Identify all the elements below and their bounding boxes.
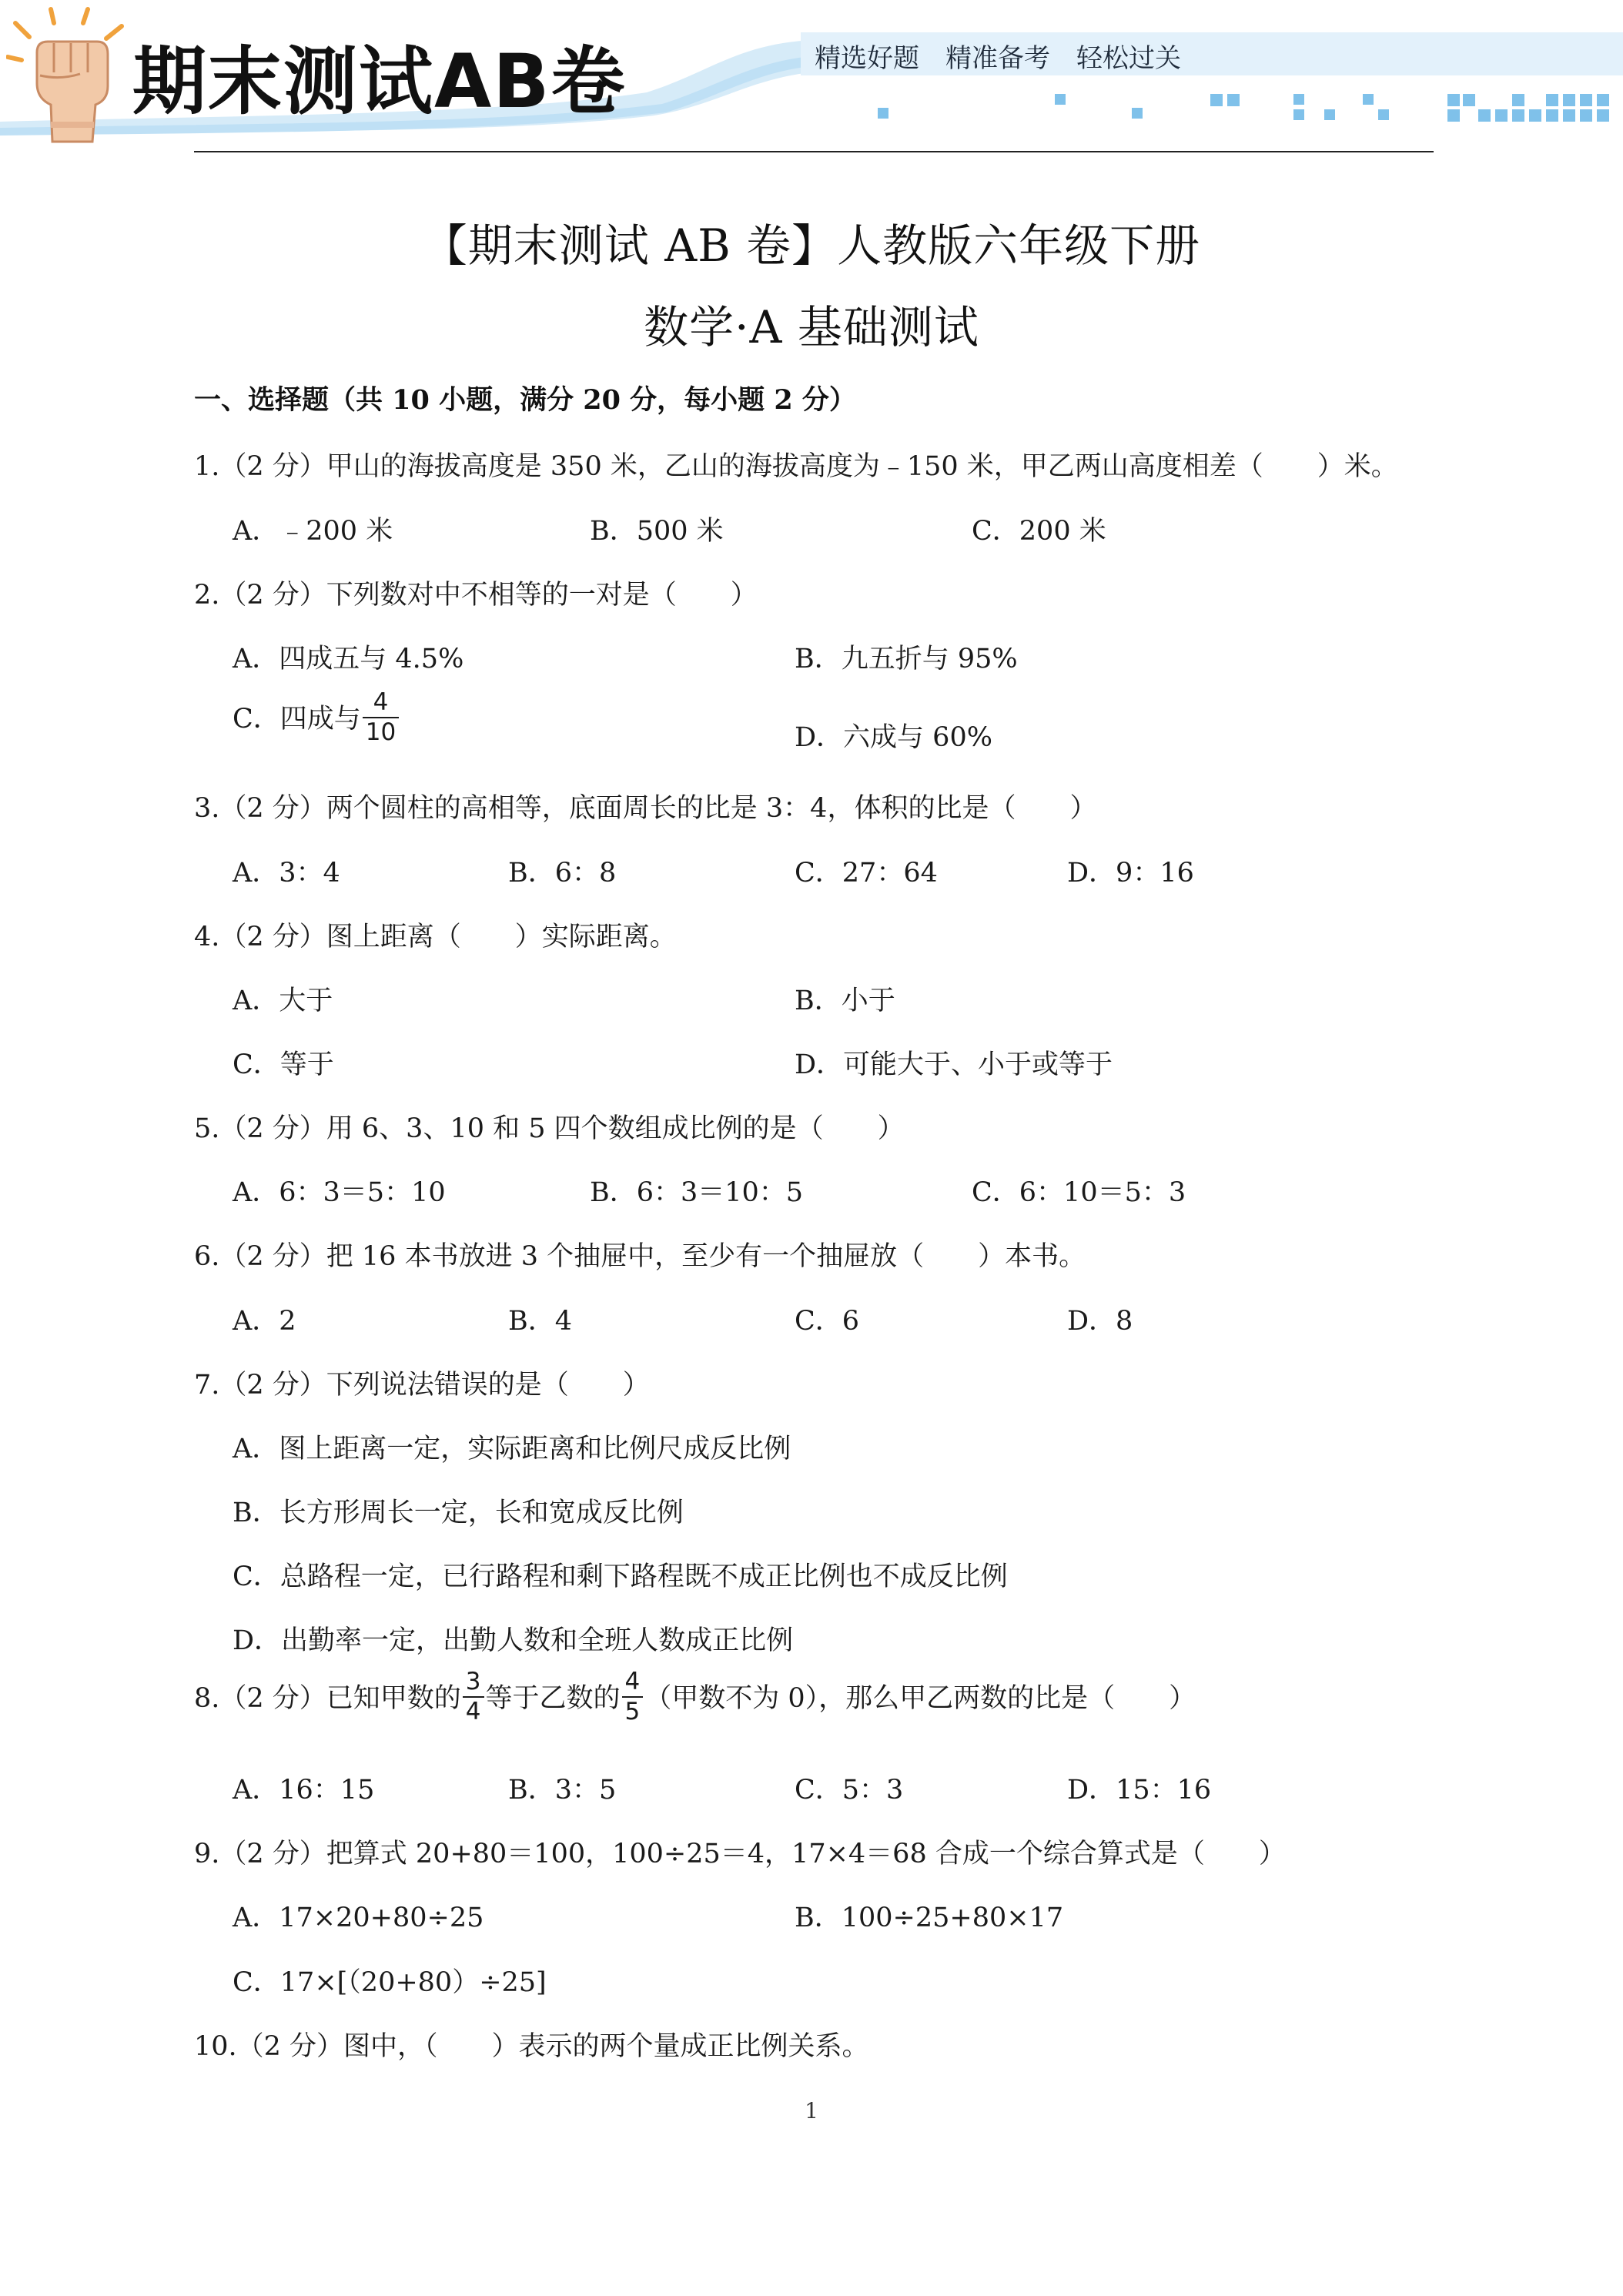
fraction-denominator: 10	[363, 717, 399, 745]
question-1: 1.（2 分）甲山的海拔高度是 350 米，乙山的海拔高度为﹣150 米，甲乙两山高度相差（ ）米。	[194, 451, 1398, 482]
header-banner	[0, 0, 1623, 146]
question-3: 3.（2 分）两个圆柱的高相等，底面周长的比是 3：4，体积的比是（ ）	[194, 793, 1097, 824]
fraction-numerator: 3	[465, 1668, 481, 1695]
q8-option-a[interactable]: A．16：15	[233, 1775, 375, 1806]
q2-option-c[interactable]	[233, 688, 400, 748]
q6-option-a[interactable]: A．2	[233, 1306, 296, 1337]
q4-option-d[interactable]: D．可能大于、小于或等于	[795, 1049, 1113, 1080]
q9-option-c[interactable]: C．17×[（20+80）÷25]	[233, 1967, 547, 1998]
q7-option-d[interactable]: D．出勤率一定，出勤人数和全班人数成正比例	[233, 1625, 794, 1656]
q6-option-d[interactable]: D．8	[1067, 1306, 1133, 1337]
q7-option-c[interactable]: C．总路程一定，已行路程和剩下路程既不成正比例也不成反比例	[233, 1561, 1008, 1592]
q3-option-a[interactable]: A．3：4	[233, 858, 340, 889]
banner-title: 期末测试AB卷	[132, 38, 627, 125]
q6-option-c[interactable]: C．6	[795, 1306, 860, 1337]
q1-option-a[interactable]: A．﹣200 米	[233, 516, 393, 547]
q9-option-b[interactable]: B．100÷25+80×17	[795, 1903, 1064, 1933]
question-10: 10.（2 分）图中，（ ）表示的两个量成正比例关系。	[194, 2031, 869, 2062]
q8-stem-part-1: 8.（2 分）已知甲数的	[194, 1683, 461, 1715]
q1-option-b[interactable]: B．500 米	[590, 516, 724, 547]
q4-option-b[interactable]: B．小于	[795, 986, 895, 1016]
section-heading: 一、选择题（共 10 小题，满分 20 分，每小题 2 分）	[194, 384, 856, 416]
q7-option-b[interactable]: B．长方形周长一定，长和宽成反比例	[233, 1498, 684, 1528]
fraction-denominator: 4	[463, 1696, 484, 1725]
q2-option-d[interactable]: D．六成与 60%	[795, 722, 992, 753]
question-5: 5.（2 分）用 6、3、10 和 5 四个数组成比例的是（ ）	[194, 1113, 905, 1144]
q4-option-a[interactable]: A．大于	[233, 986, 333, 1016]
q4-option-c[interactable]: C．等于	[233, 1049, 334, 1080]
question-8	[194, 1668, 1196, 1727]
question-2: 2.（2 分）下列数对中不相等的一对是（ ）	[194, 580, 758, 611]
banner-slogans	[815, 37, 1207, 75]
q5-option-b[interactable]: B．6：3＝10：5	[590, 1177, 804, 1208]
q2-option-a[interactable]: A．四成五与 4.5%	[233, 644, 464, 674]
document-title: 【期末测试 AB 卷】人教版六年级下册	[422, 219, 1201, 272]
q5-option-a[interactable]: A．6：3＝5：10	[233, 1177, 446, 1208]
question-9: 9.（2 分）把算式 20+80＝100，100÷25＝4，17×4＝68 合成一个综合算式是（ ）	[194, 1839, 1286, 1869]
q3-option-b[interactable]: B．6：8	[508, 858, 617, 889]
fraction	[463, 1669, 484, 1724]
fraction-numerator: 4	[373, 688, 389, 716]
fraction	[622, 1669, 644, 1724]
page-number: 1	[805, 2098, 818, 2124]
raised-fist-icon	[6, 6, 137, 145]
slogan-1: 精选好题	[815, 43, 919, 74]
q3-option-d[interactable]: D．9：16	[1067, 858, 1194, 889]
q9-option-a[interactable]: A．17×20+80÷25	[233, 1903, 484, 1933]
header-divider	[194, 151, 1434, 152]
document-subtitle: 数学·A 基础测试	[644, 301, 979, 353]
q3-option-c[interactable]: C．27：64	[795, 858, 938, 889]
q8-stem-part-3: （甲数不为 0），那么甲乙两数的比是（ ）	[644, 1683, 1196, 1715]
fraction-denominator: 5	[622, 1696, 644, 1725]
q8-stem-part-2: 等于乙数的	[485, 1683, 621, 1715]
slogan-3: 轻松过关	[1076, 43, 1181, 74]
q2-option-c-text: C．四成与	[233, 704, 361, 735]
q6-option-b[interactable]: B．4	[508, 1306, 572, 1337]
fraction	[363, 690, 399, 745]
question-6: 6.（2 分）把 16 本书放进 3 个抽屉中，至少有一个抽屉放（ ）本书。	[194, 1241, 1086, 1272]
q2-option-b[interactable]: B．九五折与 95%	[795, 644, 1018, 674]
q1-option-c[interactable]: C．200 米	[972, 516, 1106, 547]
fraction-numerator: 4	[624, 1668, 641, 1695]
q7-option-a[interactable]: A．图上距离一定，实际距离和比例尺成反比例	[233, 1434, 791, 1464]
q8-option-c[interactable]: C．5：3	[795, 1775, 904, 1806]
q5-option-c[interactable]: C．6：10＝5：3	[972, 1177, 1186, 1208]
q8-option-d[interactable]: D．15：16	[1067, 1775, 1212, 1806]
question-4: 4.（2 分）图上距离（ ）实际距离。	[194, 922, 677, 952]
slogan-2: 精准备考	[945, 43, 1050, 74]
q8-option-b[interactable]: B．3：5	[508, 1775, 617, 1806]
question-7: 7.（2 分）下列说法错误的是（ ）	[194, 1370, 650, 1401]
